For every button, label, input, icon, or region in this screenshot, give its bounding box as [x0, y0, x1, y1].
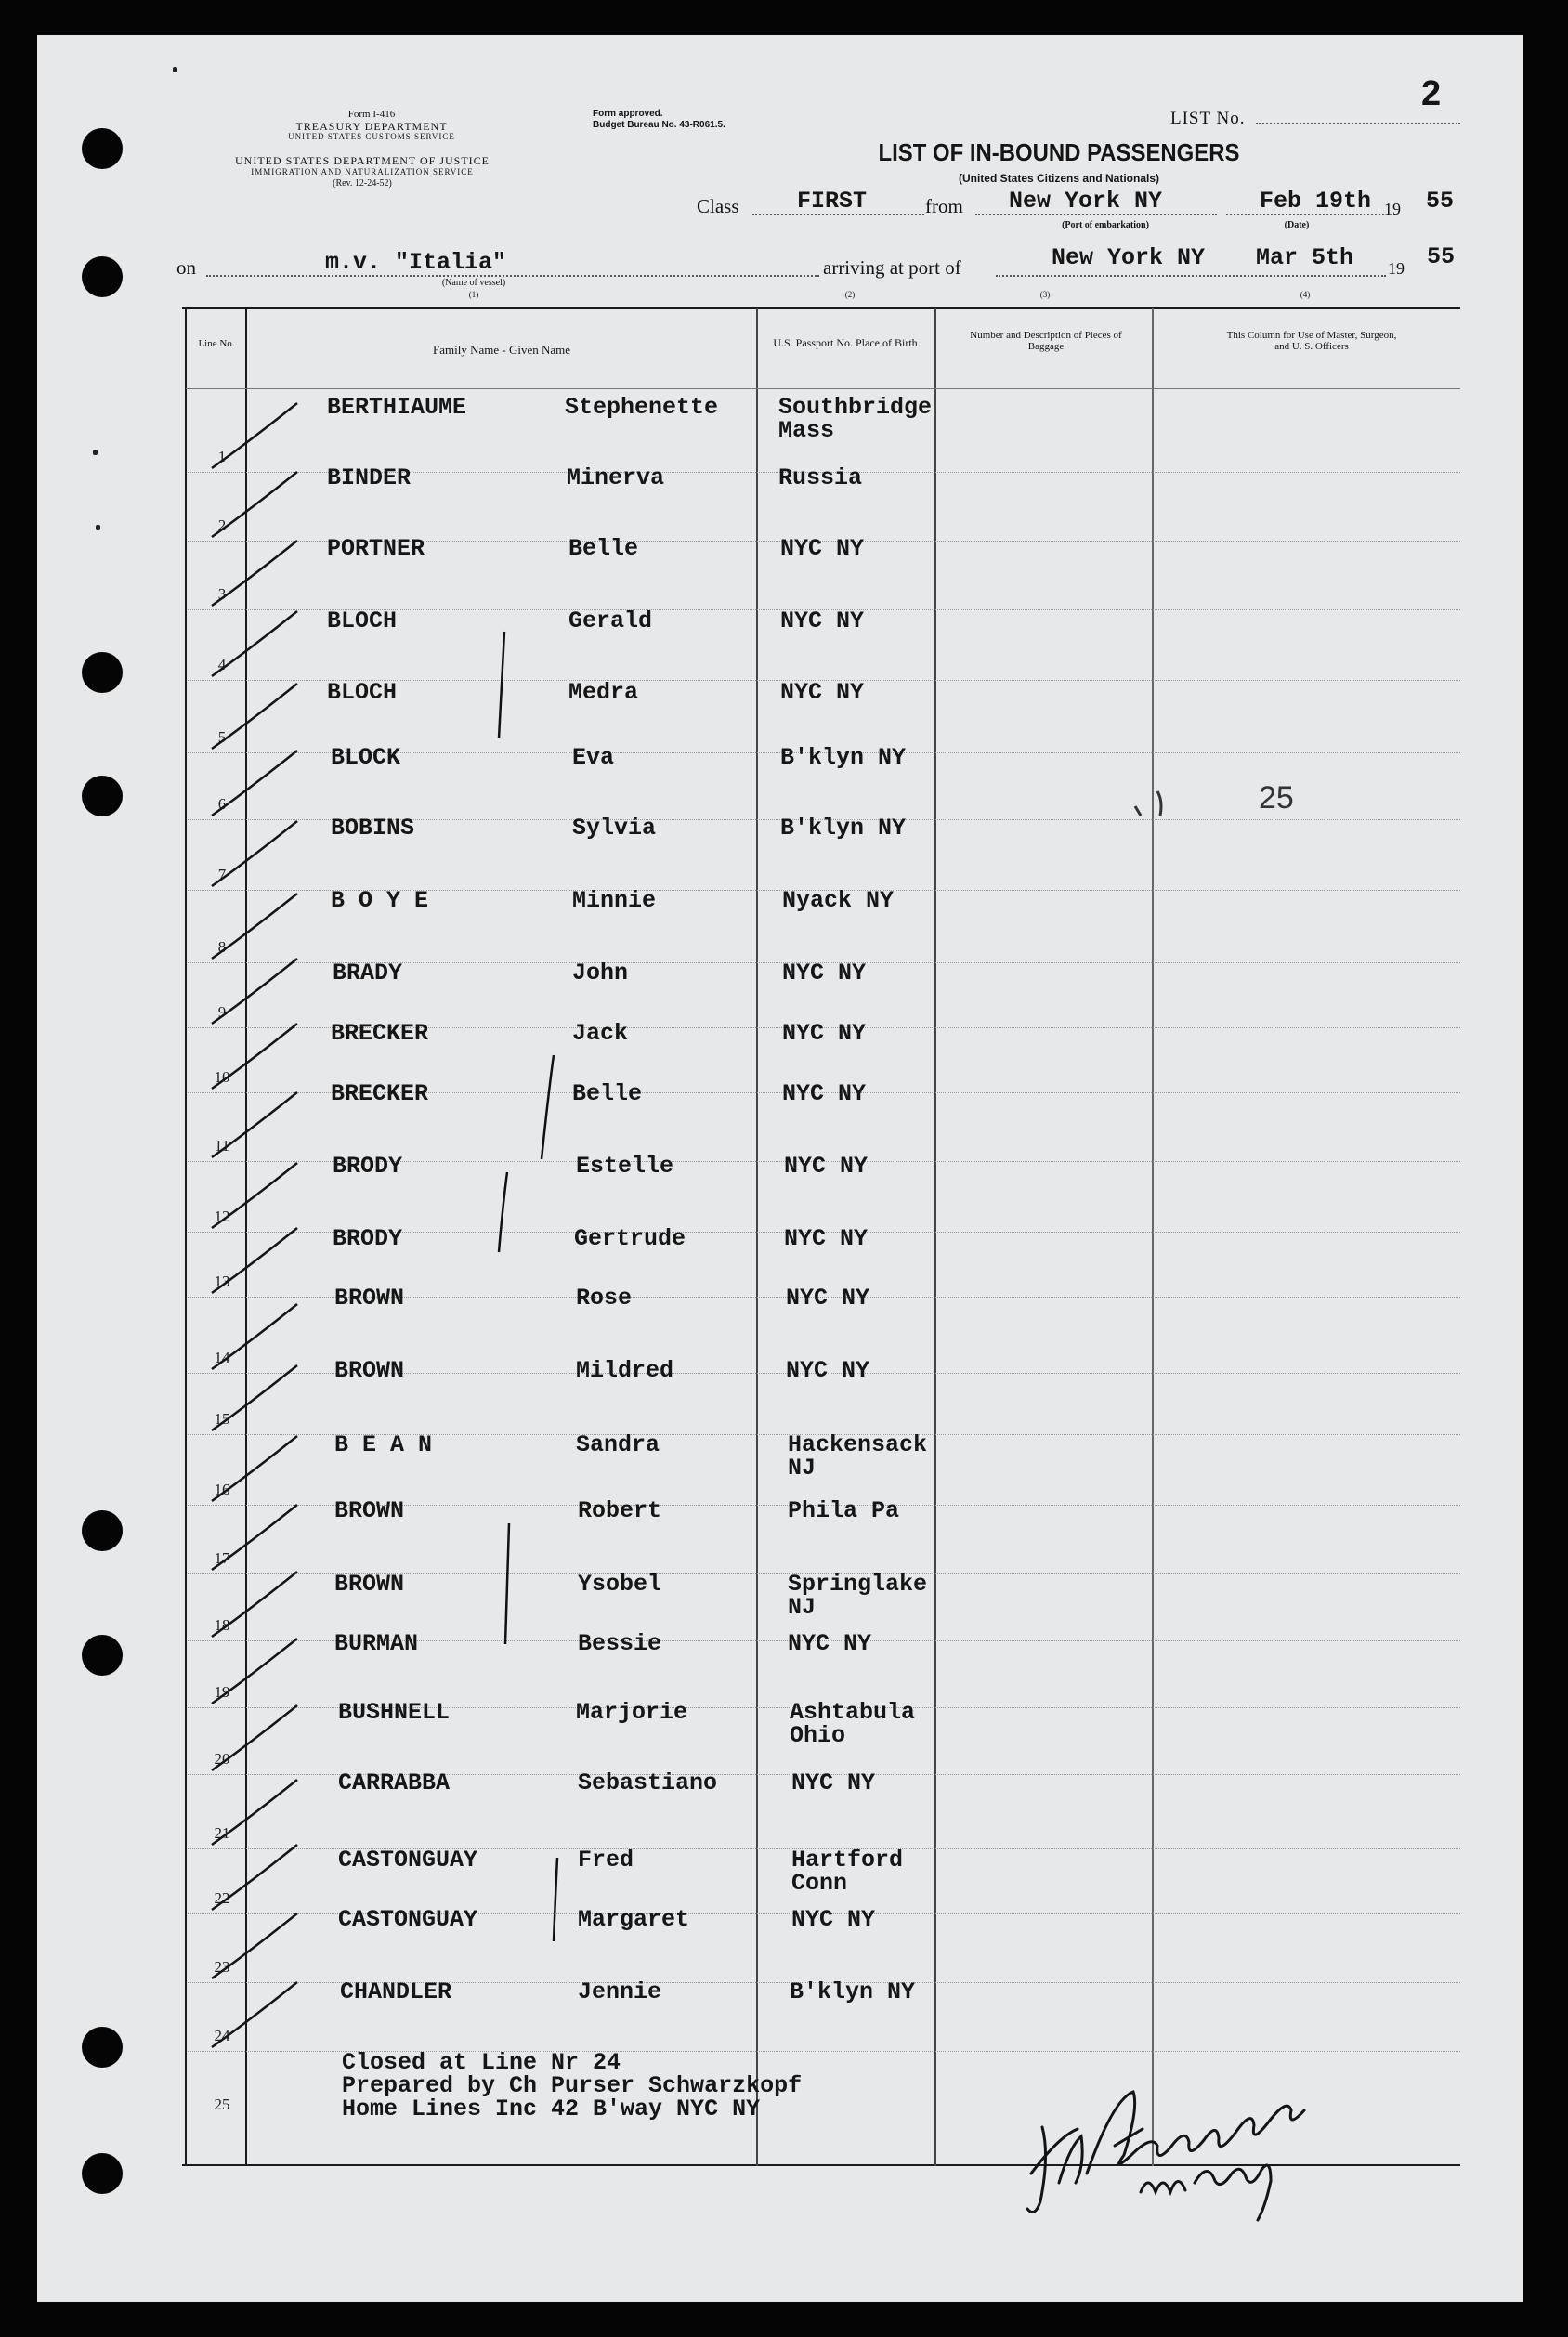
col-marker-4: (4)	[1300, 290, 1311, 299]
family-name: BLOCK	[331, 744, 401, 771]
line-number: 15	[214, 1410, 230, 1428]
place-of-birth: Springlake	[788, 1571, 928, 1598]
family-name: BRECKER	[331, 1080, 429, 1107]
given-name: Belle	[572, 1080, 643, 1107]
col-header-baggage: Number and Description of Pieces of Baggage	[970, 330, 1122, 353]
line-number: 12	[214, 1208, 230, 1225]
line-number: 11	[214, 1137, 230, 1155]
given-name: Gerald	[568, 607, 653, 634]
line-number: 6	[217, 795, 227, 813]
line-number: 8	[217, 938, 227, 956]
arriving-label: arriving at port of	[823, 256, 961, 279]
given-name: Estelle	[576, 1153, 674, 1180]
place-of-birth: Russia	[778, 464, 863, 491]
year-suffix: 55	[1426, 188, 1455, 215]
line-number: 21	[214, 1824, 230, 1842]
place-of-birth: NYC NY	[782, 1020, 867, 1047]
family-name: BROWN	[334, 1357, 405, 1384]
check-tick	[212, 684, 297, 749]
check-tick	[212, 1572, 297, 1637]
given-name: Medra	[568, 679, 639, 706]
check-tick	[212, 1505, 297, 1570]
place-of-birth-line2: Mass	[778, 417, 835, 444]
family-name: BRODY	[333, 1153, 403, 1180]
check-tick	[212, 959, 297, 1024]
given-name: Ysobel	[578, 1571, 662, 1598]
family-name: BLOCH	[327, 679, 398, 706]
check-tick	[212, 403, 297, 468]
vessel-col-marker: (1)	[468, 290, 479, 299]
family-name: BRODY	[333, 1225, 403, 1252]
given-name: John	[572, 960, 629, 986]
family-name: CASTONGUAY	[338, 1906, 478, 1933]
given-name: Jack	[572, 1020, 629, 1047]
date-caption: (Date)	[1284, 220, 1310, 230]
check-tick	[212, 1780, 297, 1845]
given-name: Sandra	[576, 1431, 660, 1458]
given-name: Eva	[572, 744, 615, 771]
check-tick	[212, 1163, 297, 1228]
check-tick	[212, 1228, 297, 1293]
given-name: Rose	[576, 1285, 633, 1312]
closing-note-3: Home Lines Inc 42 B'way NYC NY	[342, 2095, 761, 2122]
place-of-birth: NYC NY	[782, 960, 867, 986]
line-number: 9	[217, 1003, 227, 1021]
arrival-port: New York NY	[1052, 244, 1206, 271]
place-of-birth: NYC NY	[791, 1906, 876, 1933]
check-tick	[212, 894, 297, 959]
page-number: 2	[1421, 74, 1442, 113]
given-name: Stephenette	[565, 394, 719, 421]
doj-title: UNITED STATES DEPARTMENT OF JUSTICE	[234, 154, 490, 167]
line-number: 22	[214, 1889, 230, 1907]
form-approved: Form approved.	[593, 109, 663, 119]
line-number: 7	[217, 866, 227, 883]
check-tick	[212, 1092, 297, 1157]
check-tick	[212, 541, 297, 606]
given-name: Robert	[578, 1497, 662, 1524]
line-number: 16	[214, 1481, 230, 1498]
port-of-embarkation: New York NY	[1009, 188, 1163, 215]
line-number: 10	[214, 1068, 230, 1086]
line-number: 20	[214, 1750, 230, 1768]
check-tick	[212, 751, 297, 816]
given-name: Minerva	[567, 464, 665, 491]
check-tick	[212, 1639, 297, 1704]
check-tick	[212, 1436, 297, 1501]
place-of-birth: B'klyn NY	[780, 815, 907, 842]
family-name: BLOCH	[327, 607, 398, 634]
arrival-year-suffix: 55	[1427, 243, 1456, 270]
given-name: Mildred	[576, 1357, 674, 1384]
col-header-name: Family Name - Given Name	[432, 343, 570, 357]
col-header-line-no: Line No.	[198, 338, 235, 349]
place-of-birth-line2: NJ	[788, 1594, 817, 1621]
family-name: BUSHNELL	[338, 1699, 451, 1726]
line-number: 1	[217, 448, 227, 465]
form-number: Form I-416	[347, 109, 396, 120]
family-name: BRADY	[333, 960, 403, 986]
page-title: LIST OF IN-BOUND PASSENGERS	[878, 138, 1240, 166]
place-of-birth: Southbridge	[778, 394, 933, 421]
family-name: BRECKER	[331, 1020, 429, 1047]
place-of-birth-line2: Conn	[791, 1870, 848, 1897]
place-of-birth: B'klyn NY	[780, 744, 907, 771]
given-name: Jennie	[578, 1978, 662, 2005]
place-of-birth: NYC NY	[782, 1080, 867, 1107]
line-number: 4	[217, 656, 227, 673]
line-number: 23	[214, 1958, 230, 1976]
check-tick	[212, 472, 297, 537]
place-of-birth: NYC NY	[784, 1225, 869, 1252]
on-label: on	[176, 256, 196, 279]
check-tick	[212, 1982, 297, 2047]
col-marker-2: (2)	[844, 290, 856, 299]
line-number: 13	[214, 1273, 230, 1290]
line-number: 25	[214, 2095, 230, 2113]
from-label: from	[925, 195, 963, 217]
family-name: BURMAN	[334, 1630, 419, 1657]
family-name: B E A N	[334, 1431, 433, 1458]
closing-note-2: Prepared by Ch Purser Schwarzkopf	[342, 2072, 803, 2099]
place-of-birth: NYC NY	[788, 1630, 872, 1657]
family-name: BINDER	[327, 464, 412, 491]
port-caption: (Port of embarkation)	[1062, 220, 1149, 230]
family-name: BERTHIAUME	[327, 394, 467, 421]
given-name: Minnie	[572, 887, 657, 914]
place-of-birth: NYC NY	[780, 679, 865, 706]
given-name: Marjorie	[576, 1699, 688, 1726]
place-of-birth: Ashtabula	[790, 1699, 916, 1726]
check-tick	[212, 1304, 297, 1369]
family-name: CARRABBA	[338, 1769, 451, 1796]
family-name: BOBINS	[331, 815, 415, 842]
class-value: FIRST	[797, 188, 868, 215]
place-of-birth: NYC NY	[784, 1153, 869, 1180]
family-name: CHANDLER	[340, 1978, 452, 2005]
check-tick	[212, 611, 297, 676]
ins-title: IMMIGRATION AND NATURALIZATION SERVICE	[251, 167, 474, 176]
given-name: Bessie	[578, 1630, 662, 1657]
budget-bureau: Budget Bureau No. 43-R061.5.	[593, 120, 725, 130]
place-of-birth-line2: NJ	[788, 1455, 817, 1482]
place-of-birth: Nyack NY	[782, 887, 895, 914]
customs-service: UNITED STATES CUSTOMS SERVICE	[288, 132, 455, 141]
place-of-birth: NYC NY	[786, 1285, 870, 1312]
arrival-year-prefix: 19	[1388, 259, 1405, 278]
list-no-label: LIST No.	[1170, 109, 1246, 128]
check-tick	[212, 1024, 297, 1089]
family-name: BROWN	[334, 1497, 405, 1524]
place-of-birth: Hartford	[791, 1847, 904, 1874]
col-marker-3: (3)	[1039, 290, 1051, 299]
line-number: 3	[217, 585, 227, 603]
line-number: 14	[214, 1349, 230, 1366]
place-of-birth: NYC NY	[780, 535, 865, 562]
revision-date: (Rev. 12-24-52)	[333, 178, 392, 189]
check-tick	[212, 1365, 297, 1430]
family-name: BROWN	[334, 1285, 405, 1312]
given-name: Sylvia	[572, 815, 657, 842]
place-of-birth: B'klyn NY	[790, 1978, 916, 2005]
col-header-passport: U.S. Passport No. Place of Birth	[773, 336, 918, 349]
family-name: CASTONGUAY	[338, 1847, 478, 1874]
line-number: 2	[217, 516, 227, 534]
officer-annotation: 25	[1259, 780, 1294, 816]
col-header-officers: This Column for Use of Master, Surgeon, and U. S. Officers	[1226, 330, 1397, 353]
place-of-birth-line2: Ohio	[790, 1722, 846, 1749]
family-name: B O Y E	[331, 887, 429, 914]
arrival-date: Mar 5th	[1256, 244, 1354, 271]
embark-date: Feb 19th	[1260, 188, 1372, 215]
treasury-dept: TREASURY DEPARTMENT	[295, 120, 448, 133]
line-number: 18	[214, 1616, 230, 1634]
class-label: Class	[697, 195, 739, 217]
vessel-caption: (Name of vessel)	[441, 278, 506, 288]
place-of-birth: Hackensack	[788, 1431, 928, 1458]
page-subtitle: (United States Citizens and Nationals)	[958, 172, 1160, 185]
place-of-birth: NYC NY	[791, 1769, 876, 1796]
given-name: Gertrude	[574, 1225, 686, 1252]
vessel-name: m.v. "Italia"	[325, 249, 507, 276]
check-tick	[212, 821, 297, 886]
family-name: PORTNER	[327, 535, 425, 562]
given-name: Margaret	[578, 1906, 690, 1933]
closing-note-1: Closed at Line Nr 24	[342, 2049, 621, 2076]
place-of-birth: Phila Pa	[788, 1497, 900, 1524]
check-tick	[212, 1913, 297, 1978]
check-tick	[212, 1705, 297, 1770]
line-number: 17	[214, 1549, 230, 1567]
line-number: 24	[214, 2027, 230, 2044]
place-of-birth: NYC NY	[786, 1357, 870, 1384]
given-name: Belle	[568, 535, 639, 562]
given-name: Fred	[578, 1847, 634, 1874]
place-of-birth: NYC NY	[780, 607, 865, 634]
family-name: BROWN	[334, 1571, 405, 1598]
line-number: 5	[217, 728, 227, 746]
year-prefix: 19	[1384, 200, 1401, 218]
given-name: Sebastiano	[578, 1769, 718, 1796]
line-number: 19	[214, 1683, 230, 1701]
check-tick	[212, 1845, 297, 1910]
